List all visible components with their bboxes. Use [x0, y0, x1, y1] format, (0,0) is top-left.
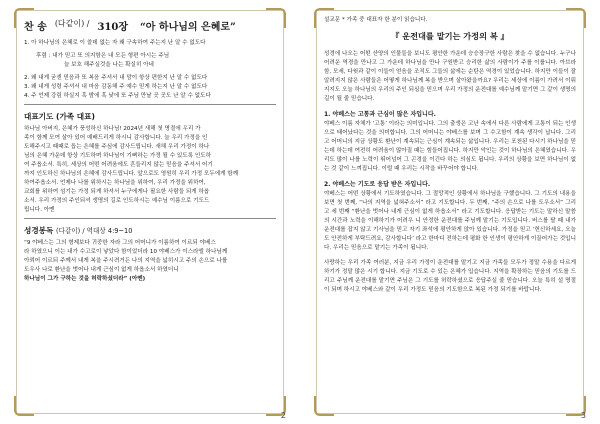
right-page-content — [324, 16, 576, 295]
corner-ornament-icon — [314, 396, 334, 416]
scripture-title: 성경봉독 — [24, 226, 54, 235]
hymn-book: (다같이) / — [54, 19, 90, 28]
prayer-line: 하여주옵소서. 언제나 나를 위하시는 하나님을 위하여, 우리 가정을 위하여, — [24, 180, 206, 186]
hymn-verse: 2. 왜 내게 굳센 믿음과 또 복음 주셔서 내 맘이 항상 편한지 난 알 수 없도다 — [24, 75, 208, 81]
scripture-line: 아뢰어 이르되 주께서 내게 복을 주시려거든 나의 지역을 넓히시고 주의 손으로 나를 — [24, 258, 228, 264]
divider — [24, 104, 276, 105]
page-number: 2 — [280, 411, 286, 420]
scripture-line: 라 하였으니 이는 내가 수고로이 낳았다 함이었더라 10 야베스가 이스라엘 하나님께 — [24, 249, 228, 255]
point-text: 야베스 이름 자체가 ‘고통’ 이라는 의미입니다. 그의 출생은 고난 속에서 다른 사람에게 고통이 되는 인생으로 태어났다는 것을 의미합니다. 그의 어머니는 야베스를 보며 그 수고함이 계속 생각이 납니다. 그리고 어머니의 지금 상황도 환난이 계속되는 근심이 계속되는 삶입니다. 우리는 포천된 다시기 하나님을 믿는데 하는데 여전히 어려움이 많아질 때는 힘들어집니다. 하지만 악인는 것이 하나님의 은혜였습니다. 우리도 많이 나를 노력이 뛰어넘어 그 곤경을 이긴다 하는 의심도 됩니다. 우리의 상황을 보면 하나님이 없는 것 같이 느껴집니다. 이럴 때 우리는 시작을 바꾸어야 합니다. — [324, 121, 576, 172]
corner-ornament-icon — [14, 396, 34, 416]
hymn-number: 310장 — [97, 22, 129, 33]
hymn-title: “아 하나님의 은혜로” — [140, 22, 236, 33]
left-page-content — [24, 16, 276, 284]
scripture-line: “9 야베스는 그의 형제보다 귀중한 자라 그의 어머니가 이름하여 이르되 야베스 — [24, 240, 216, 246]
hymn-refrain — [24, 52, 276, 70]
prayer-line: 하나님 아버지, 은혜가 풍성하신 하나님! 2024년 새해 첫 명절에 우리 가 — [24, 126, 201, 132]
prayer-line: 교회를 위하여 섬기는 가정 되게 하셔서 누구에게나 필요한 사람들 되게 하옵 — [24, 189, 210, 195]
scripture-reference: (다같이) / 역대상 4:9~10 — [56, 227, 133, 235]
prayer-line: 님의 은혜 가운데 항상 기도하며 하나님이 기뻐하는 가정 될 수 있도록 인도하 — [24, 153, 212, 159]
sermon-title: 『 운전대를 맡기는 가정의 복 』 — [391, 31, 509, 41]
point-heading: 1. 야베스는 고통과 근심이 많은 자입니다. — [324, 111, 436, 118]
sermon-intro: 설교문 * 가족 중 대표자 한 분이 읽습니다. — [324, 17, 428, 23]
prayer-line: 여 주옵소서. 특히, 세상의 어떤 어려움에도 흔들리지 않는 믿음을 주셔서 어기 — [24, 162, 213, 168]
refrain-line: 늘 보호 해주실것을 나는 확실히 아네 — [64, 62, 154, 68]
prayer-line: 족이 함께 모여 살아 있어 예배드리게 하시니 감사합니다. 늘 우리 가정을 인 — [24, 135, 208, 141]
divider — [24, 218, 276, 219]
right-page — [300, 0, 600, 424]
hymn-verse: 1. 아 하나님의 은혜로 이 쓸데 없는 자 왜 구속하여 주는지 난 알 수 없도다 — [24, 40, 206, 46]
sermon-opening: 성경에 나오는 어떤 산양의 인물들을 보니도 평안한 가운데 승승장구한 사람은 찾을 수 없습니다. 누구나 어려운 역경을 만나고 그 가운데 하나님을 만나 구원받고 승리한 삶의 사람이가 주를 이룹니다. 아브라함, 모세, 다윗과 같이 이들이 얻음을 조직도 그들의 삶에는 순탄은 역경이 있었습니다. 하지만 이들이 잘 알려지지 않은 사람들은 어떻게 하나님께 복을 받으며 살아왔을까요? 우리는 세상에 이름이 가려서 이뤄지지도 오늘 하나님의 우리의 주인 되심을 믿으며 우리 가정의 운전대를 예수님께 맡기면 그 같이 생명의 길이 될 줄 믿습니다. — [324, 51, 576, 102]
scripture-line: 하나님이 그가 구하는 것을 허락하셨더라” (아멘) — [24, 276, 146, 282]
prayer-line: 립니다. 아멘 — [24, 207, 55, 213]
hymn-verse: 4. 주 언제 강림 하실지 혹 밤에 혹 낮에 또 주님 만날 곳 곳도 난 알 수 없도다 — [24, 93, 211, 99]
hymn-verse: 3. 왜 내게 성령 주셔서 내 마음 감동해 주 예수 믿게 하는지 난 알 수 없도다 — [24, 84, 208, 90]
scripture-line: 도우사 나로 환난을 벗어나 내게 근심이 없게 하옵소서 하였더니 — [24, 267, 179, 273]
point-heading: 2. 야베스는 기도로 응답 받은 자입니다. — [324, 181, 431, 188]
hymn-label: 찬 송 — [24, 22, 47, 33]
sermon-closing: 사랑하는 우리 가족 여러분, 지금 우리 가정이 운전대를 맡기고 지금 가족들 모두가 정말 수용을 다르게하기가 정말 많은 시기 합니다. 지금 기도로 수 있는 은혜가 입습니다. 지역을 확장하는 믿음의 기도를 드리고 주님께 운전대를 맡기면 주님은 그 기도를 허락하셨으로 응답주실 줄 믿습니다. 오늘 특히 설 명절이 되며 하시고 야베스와 같이 우리 가정도 믿음의 기도함으로 복된 가정 되기를 바랍니다. — [324, 260, 576, 293]
refrain-line: 후렴 : 내가 믿고 또 의지함은 내 모든 형편 아시는 주님 — [36, 53, 170, 59]
point-text: 야베스는 어떤 상황에서 기도하였습니다. 그 절망적인 상황에서 하나님을 구했습니다. 그 기도의 내용을 보면 첫 번째, “나의 지역을 넓혀주소서” 라고 기도합니다. 두 번째, “주의 손으로 나를 도우소서” 그리고 세 번째 “환난을 벗어나 내게 근심이 없게 하옵소서” 라고 기도합니다. 응답받는 기도는 말하신 말씀의 시간과 노력을 이해하기가 어려우 니 안정한 운전대를 주님께 맡기는 기도입니다. 버스를 탈 때 내가 운전대를 잡지 않고 기사님을 믿고 자기 좌석에 평안하게 앉아 있습니다. 가정을 믿고 ‘헌신하세요, 오늘도 안전하게 부탁드려요, 감사합니다’ 라고 한마디 전하는데 평화 한 인생이 평안하게 이끌어가는 것입니다. 우리는 믿음으로 맡기는 가족이 됩니다. — [324, 191, 576, 251]
prayer-heading: 대표기도 (가족 대표) — [24, 112, 95, 121]
prayer-line: 까지 인도하신 하나님의 은혜에 감사드립니다. 앞으로도 영원히 우리 가정 모두에게 함께 — [24, 171, 239, 177]
hymn-heading — [24, 18, 276, 33]
prayer-line: 도해주시고 때때로 돕는 은혜를 주심에 감사드립니다. 새해 우리 가정이 하나 — [24, 144, 210, 150]
scripture-heading — [24, 225, 276, 236]
prayer-line: 소서. 우리 가정의 주인되셔 생명의 길로 인도하시는 예수님 이름으로 기도드 — [24, 198, 210, 204]
page-number: 3 — [580, 411, 586, 420]
